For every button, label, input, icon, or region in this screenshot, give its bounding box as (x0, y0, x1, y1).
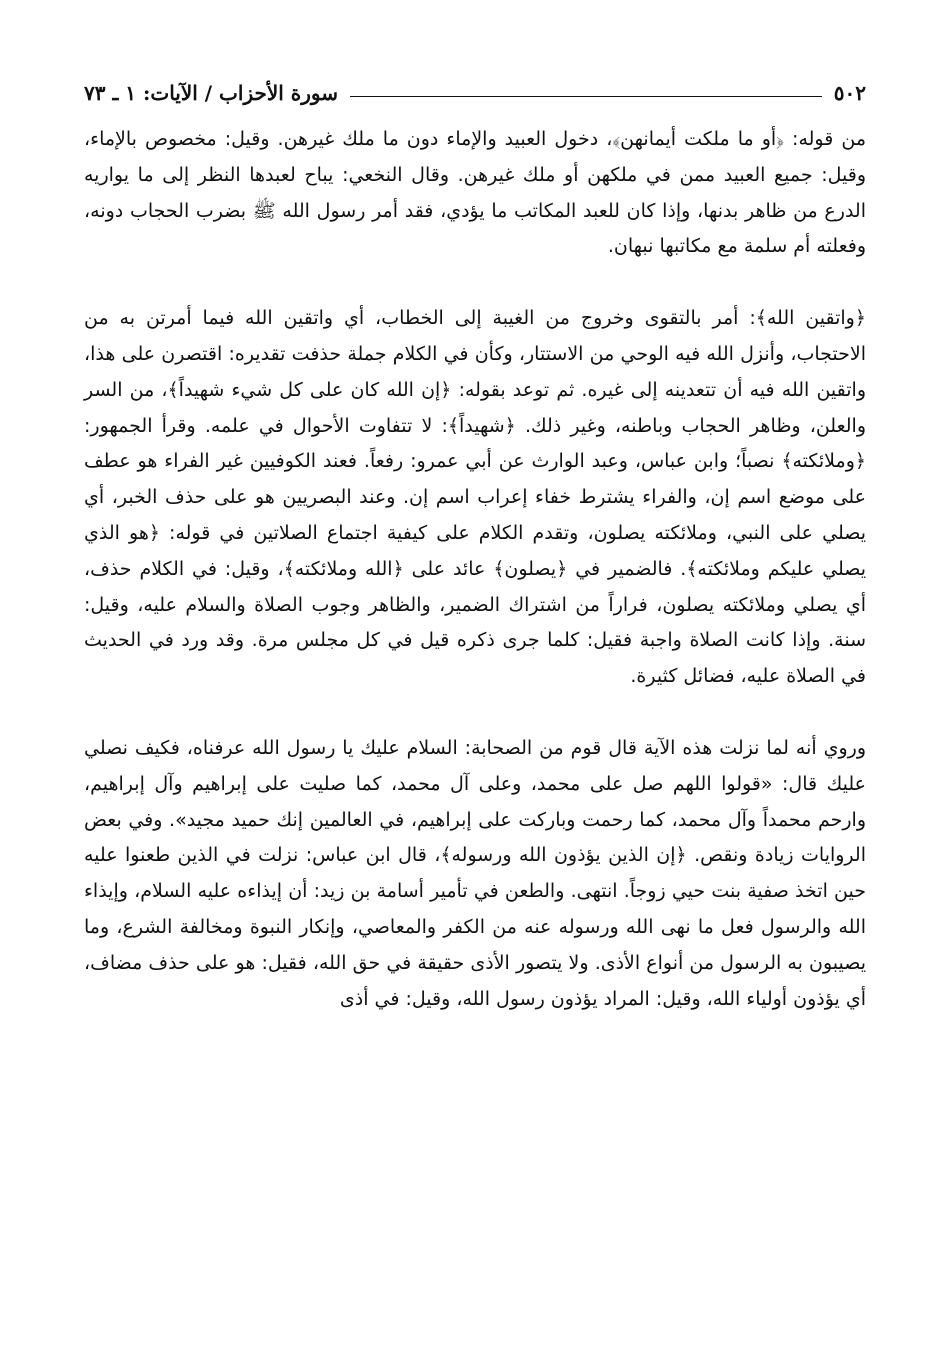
page-body (84, 122, 866, 1017)
paragraph-3: وروي أنه لما نزلت هذه الآية قال قوم من الصحابة: السلام عليك يا رسول الله عرفناه، فكيف نصلي عليك قال: «قولوا اللهم صل على محمد، وعلى آل محمد، كما صليت على إبراهيم وآل إبراهيم، وارحم محمداً وآل محمد، كما رحمت وباركت على إبراهيم، في العالمين إنك حميد مجيد». وفي بعض الروايات زيادة ونقص. ﴿إن الذين يؤذون الله ورسوله﴾، قال ابن عباس: نزلت في الذين طعنوا عليه حين اتخذ صفية بنت حيي زوجاً. انتهى. والطعن في تأمير أسامة بن زيد: أن إيذاءه عليه السلام، وإيذاء الله والرسول فعل ما نهى الله ورسوله عنه من الكفر والمعاصي، وإنكار النبوة ومخالفة الشرع، وما يصيبون به الرسول من أنواع الأذى. ولا يتصور الأذى حقيقة في حق الله، فقيل: هو على حذف مضاف، أي يؤذون أولياء الله، وقيل: المراد يؤذون رسول الله، وقيل: في أذى (84, 736, 866, 1010)
header-title: سورة الأحزاب / الآيات: ١ ـ ٧٣ (84, 81, 338, 105)
paragraph-2: ﴿واتقين الله﴾: أمر بالتقوى وخروج من الغيبة إلى الخطاب، أي واتقين الله فيما أمرتن به من الاحتجاب، وأنزل الله فيه الوحي من الاستتار، وكأن في الكلام جملة حذفت تقديره: اقتصرن على هذا، واتقين الله فيه أن تتعدينه إلى غيره. ثم توعد بقوله: ﴿إن الله كان على كل شيء شهيداً﴾، من السر والعلن، وظاهر الحجاب وباطنه، وغير ذلك. ﴿شهيداً﴾: لا تتفاوت الأحوال في علمه. وقرأ الجمهور: ﴿وملائكته﴾ نصباً؛ وابن عباس، وعبد الوارث عن أبي عمرو: رفعاً. فعند الكوفيين غير الفراء هو عطف على موضع اسم إن، والفراء يشترط خفاء إعراب اسم إن. وعند البصريين هو على حذف الخبر، أي يصلي على النبي، وملائكته يصلون، وتقدم الكلام على كيفية اجتماع الصلاتين في قوله: ﴿هو الذي يصلي عليكم وملائكته﴾. فالضمير في ﴿يصلون﴾ عائد على ﴿الله وملائكته﴾، وقيل: في الكلام حذف، أي يصلي وملائكته يصلون، فراراً من اشتراك الضمير، والظاهر وجوب الصلاة والسلام عليه، وقيل: سنة. وإذا كانت الصلاة واجبة فقيل: كلما جرى ذكره قيل في كل مجلس مرة. وقد ورد في الحديث في الصلاة عليه، فضائل كثيرة. (84, 307, 866, 688)
header-rule (350, 96, 822, 97)
paragraph-1: من قوله: ﴿أو ما ملكت أيمانهن﴾، دخول العبيد والإماء دون ما ملك غيرهن. وقيل: مخصوص بالإماء، وقيل: جميع العبيد ممن في ملكهن أو ملك غيرهن. وقال النخعي: يباح لعبدها النظر إلى ما يواريه الدرع من ظاهر بدنها، وإذا كان للعبد المكاتب ما يؤدي، فقد أمر رسول الله ﷺ بضرب الحجاب دونه، وفعلته أم سلمة مع مكاتبها نبهان. (84, 128, 866, 258)
page-number: ٥٠٢ (833, 81, 866, 105)
running-header (84, 76, 866, 110)
